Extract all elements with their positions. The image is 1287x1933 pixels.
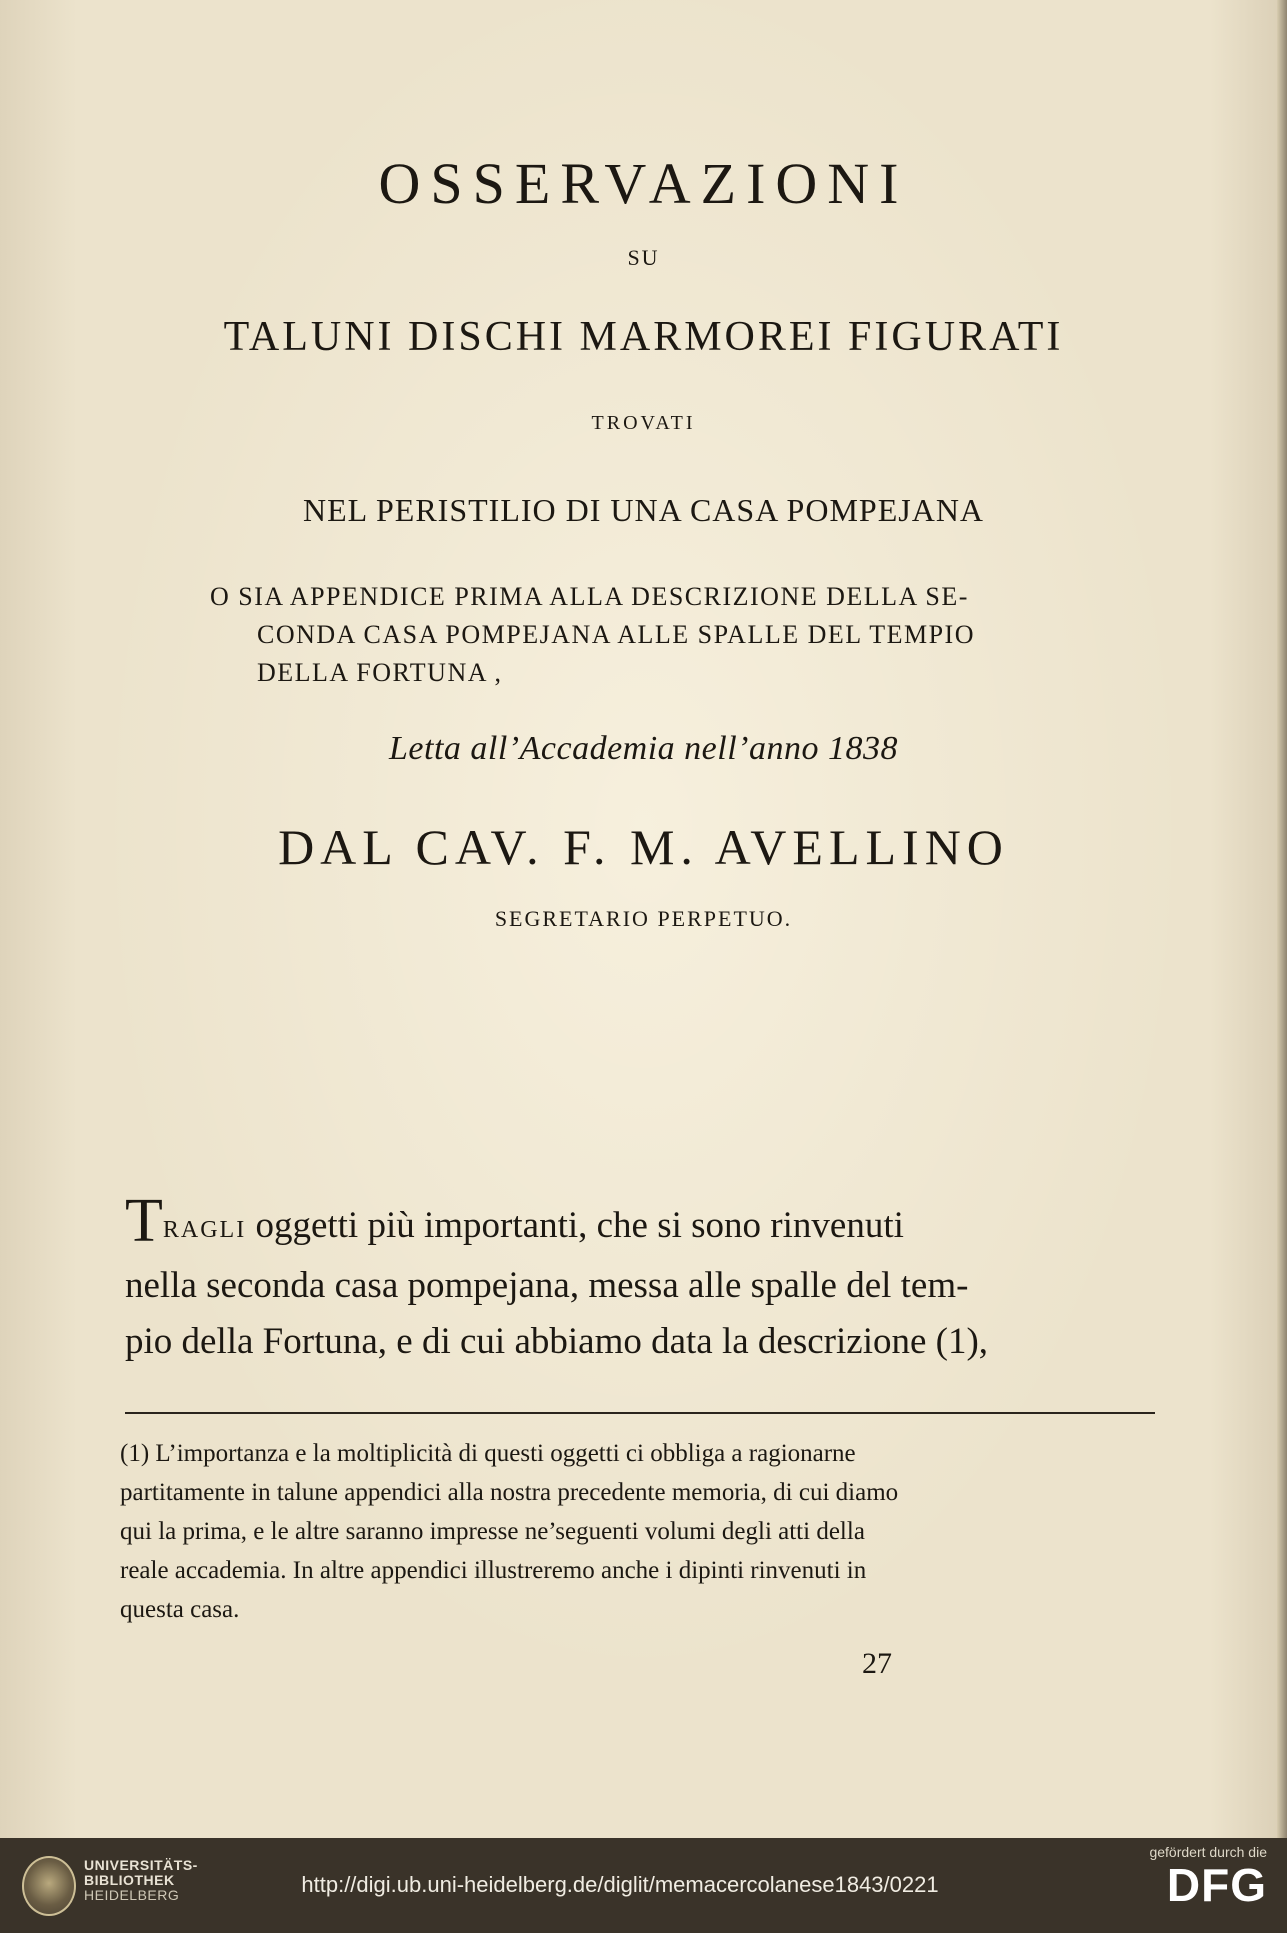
institution-line: UNIVERSITÄTS-	[84, 1857, 198, 1873]
university-seal-icon	[22, 1856, 76, 1916]
funder-label: gefördert durch die	[1149, 1844, 1267, 1860]
drop-cap: T	[125, 1187, 163, 1255]
location-heading: NEL PERISTILIO DI UNA CASA POMPEJANA	[302, 492, 985, 528]
footnote-line: (1) L’importanza e la moltiplicità di questi oggetti ci obbliga a ragionarne	[120, 1440, 856, 1467]
body-line: pio della Fortuna, e di cui abbiamo data la descrizione (1),	[125, 1321, 989, 1362]
footnote	[120, 1434, 1150, 1629]
dfg-logo: DFG	[1166, 1859, 1267, 1911]
permalink-url[interactable]: http://digi.ub.uni-heidelberg.de/diglit/memacercolanese1843/0221	[301, 1872, 939, 1897]
footnote-line: qui la prima, e le altre saranno impresse ne’seguenti volumi degli atti della	[120, 1518, 865, 1545]
footnote-line: reale accademia. In altre appendici illustreremo anche i dipinti rinvenuti in	[120, 1557, 867, 1584]
body-line: nella seconda casa pompejana, messa alle spalle del tem-	[125, 1265, 969, 1306]
footnote-rule	[125, 1412, 1155, 1414]
reading-note: Letta all’Accademia nell’anno 1838	[389, 730, 898, 767]
page-subtitle: TALUNI DISCHI MARMOREI FIGURATI	[223, 314, 1064, 360]
appendix-line: CONDA CASA POMPEJANA ALLE SPALLE DEL TEMPIO	[257, 620, 975, 649]
page-title: OSSERVAZIONI	[378, 151, 909, 216]
page-number: 27	[862, 1647, 892, 1680]
first-word-smallcaps: RAGLI	[162, 1217, 247, 1243]
footnote-line: questa casa.	[120, 1596, 240, 1623]
body-line-text: oggetti più importanti, che si sono rinvenuti	[246, 1205, 904, 1246]
institution-line: BIBLIOTHEK	[84, 1872, 175, 1888]
institution-name	[84, 1858, 198, 1903]
footnote-line: partitamente in talune appendici alla nostra precedente memoria, di cui diamo	[120, 1479, 899, 1506]
author-title: SEGRETARIO PERPETUO.	[494, 906, 793, 931]
author-line: DAL CAV. F. M. AVELLINO	[278, 819, 1009, 875]
funder-credit	[1117, 1844, 1267, 1910]
subtitle-connector: TROVATI	[591, 412, 696, 434]
body-line	[125, 1187, 1155, 1258]
title-connector: SU	[627, 245, 660, 270]
body-paragraph	[125, 1187, 1155, 1370]
institution-line: HEIDELBERG	[84, 1887, 180, 1903]
appendix-line: O SIA APPENDICE PRIMA ALLA DESCRIZIONE DELLA SE-	[210, 582, 969, 611]
appendix-line: DELLA FORTUNA ,	[257, 658, 503, 687]
appendix-heading	[210, 578, 1080, 692]
